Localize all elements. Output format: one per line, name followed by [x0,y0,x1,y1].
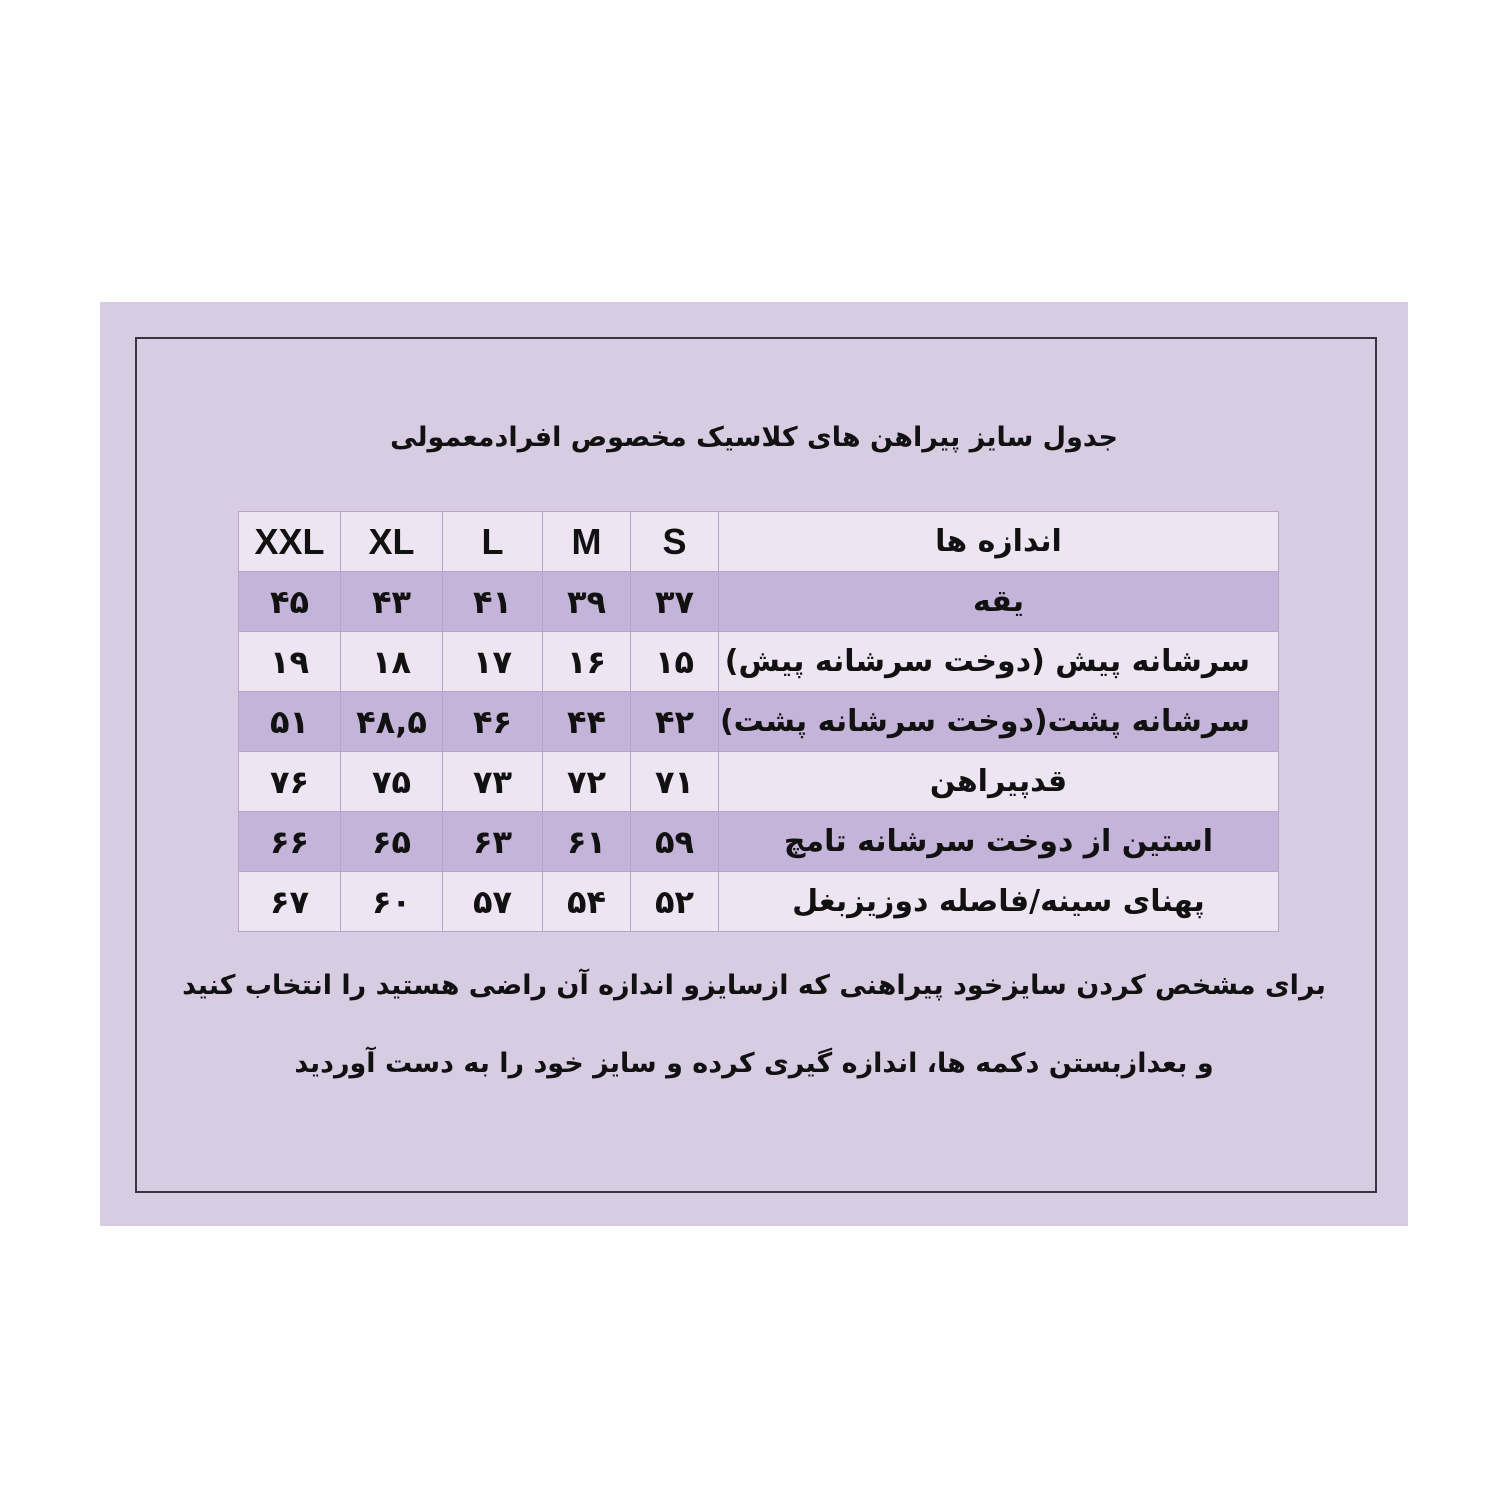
row-label: پهنای سینه/فاصله دوزیزبغل [719,872,1279,932]
table-cell: ۵۷ [443,872,543,932]
table-cell: ۴۳ [341,572,443,632]
row-label: استین از دوخت سرشانه تامچ [719,812,1279,872]
table-cell: ۷۲ [543,752,631,812]
row-label: سرشانه پشت(دوخت سرشانه پشت) [719,692,1279,752]
table-cell: ۴۵ [239,572,341,632]
table-cell: ۵۴ [543,872,631,932]
table-cell: ۷۶ [239,752,341,812]
table-row [239,752,1279,812]
table-cell: ۳۷ [631,572,719,632]
table-cell: ۷۱ [631,752,719,812]
size-m: M [543,512,631,572]
size-chart-card [100,302,1408,1226]
table-cell: ۵۹ [631,812,719,872]
table-cell: ۶۵ [341,812,443,872]
table-cell: ۴۴ [543,692,631,752]
size-table [238,511,1279,932]
chart-title: جدول سایز پیراهن های کلاسیک مخصوص افرادمعمولی [390,422,1118,453]
size-xxl: XXL [239,512,341,572]
table-row [239,812,1279,872]
table-cell: ۴۱ [443,572,543,632]
instruction-line-2: و بعدازبستن دکمه ها، اندازه گیری کرده و سایز خود را به دست آوردید [294,1048,1214,1079]
table-cell: ۷۵ [341,752,443,812]
table-cell: ۳۹ [543,572,631,632]
table-cell: ۶۷ [239,872,341,932]
table-cell: ۶۱ [543,812,631,872]
table-cell: ۶۶ [239,812,341,872]
table-cell: ۷۳ [443,752,543,812]
table-cell: ۱۸ [341,632,443,692]
table-cell: ۴۲ [631,692,719,752]
table-row [239,632,1279,692]
row-label: قدپیراهن [719,752,1279,812]
table-cell: ۵۱ [239,692,341,752]
table-row [239,692,1279,752]
table-header-row [239,512,1279,572]
row-label: سرشانه پیش (دوخت سرشانه پیش) [719,632,1279,692]
size-s: S [631,512,719,572]
table-cell: ۱۷ [443,632,543,692]
table-cell: ۱۵ [631,632,719,692]
size-xl: XL [341,512,443,572]
table-row [239,872,1279,932]
table-cell: ۱۹ [239,632,341,692]
table-cell: ۶۳ [443,812,543,872]
table-cell: ۴۸,۵ [341,692,443,752]
row-label: یقه [719,572,1279,632]
size-l: L [443,512,543,572]
table-cell: ۶۰ [341,872,443,932]
table-cell: ۴۶ [443,692,543,752]
header-label: اندازه ها [719,512,1279,572]
instruction-line-1: برای مشخص کردن سایزخود پیراهنی که ازسایزو اندازه آن راضی هستید را انتخاب کنید [182,970,1326,1001]
table-cell: ۱۶ [543,632,631,692]
table-cell: ۵۲ [631,872,719,932]
table-row [239,572,1279,632]
